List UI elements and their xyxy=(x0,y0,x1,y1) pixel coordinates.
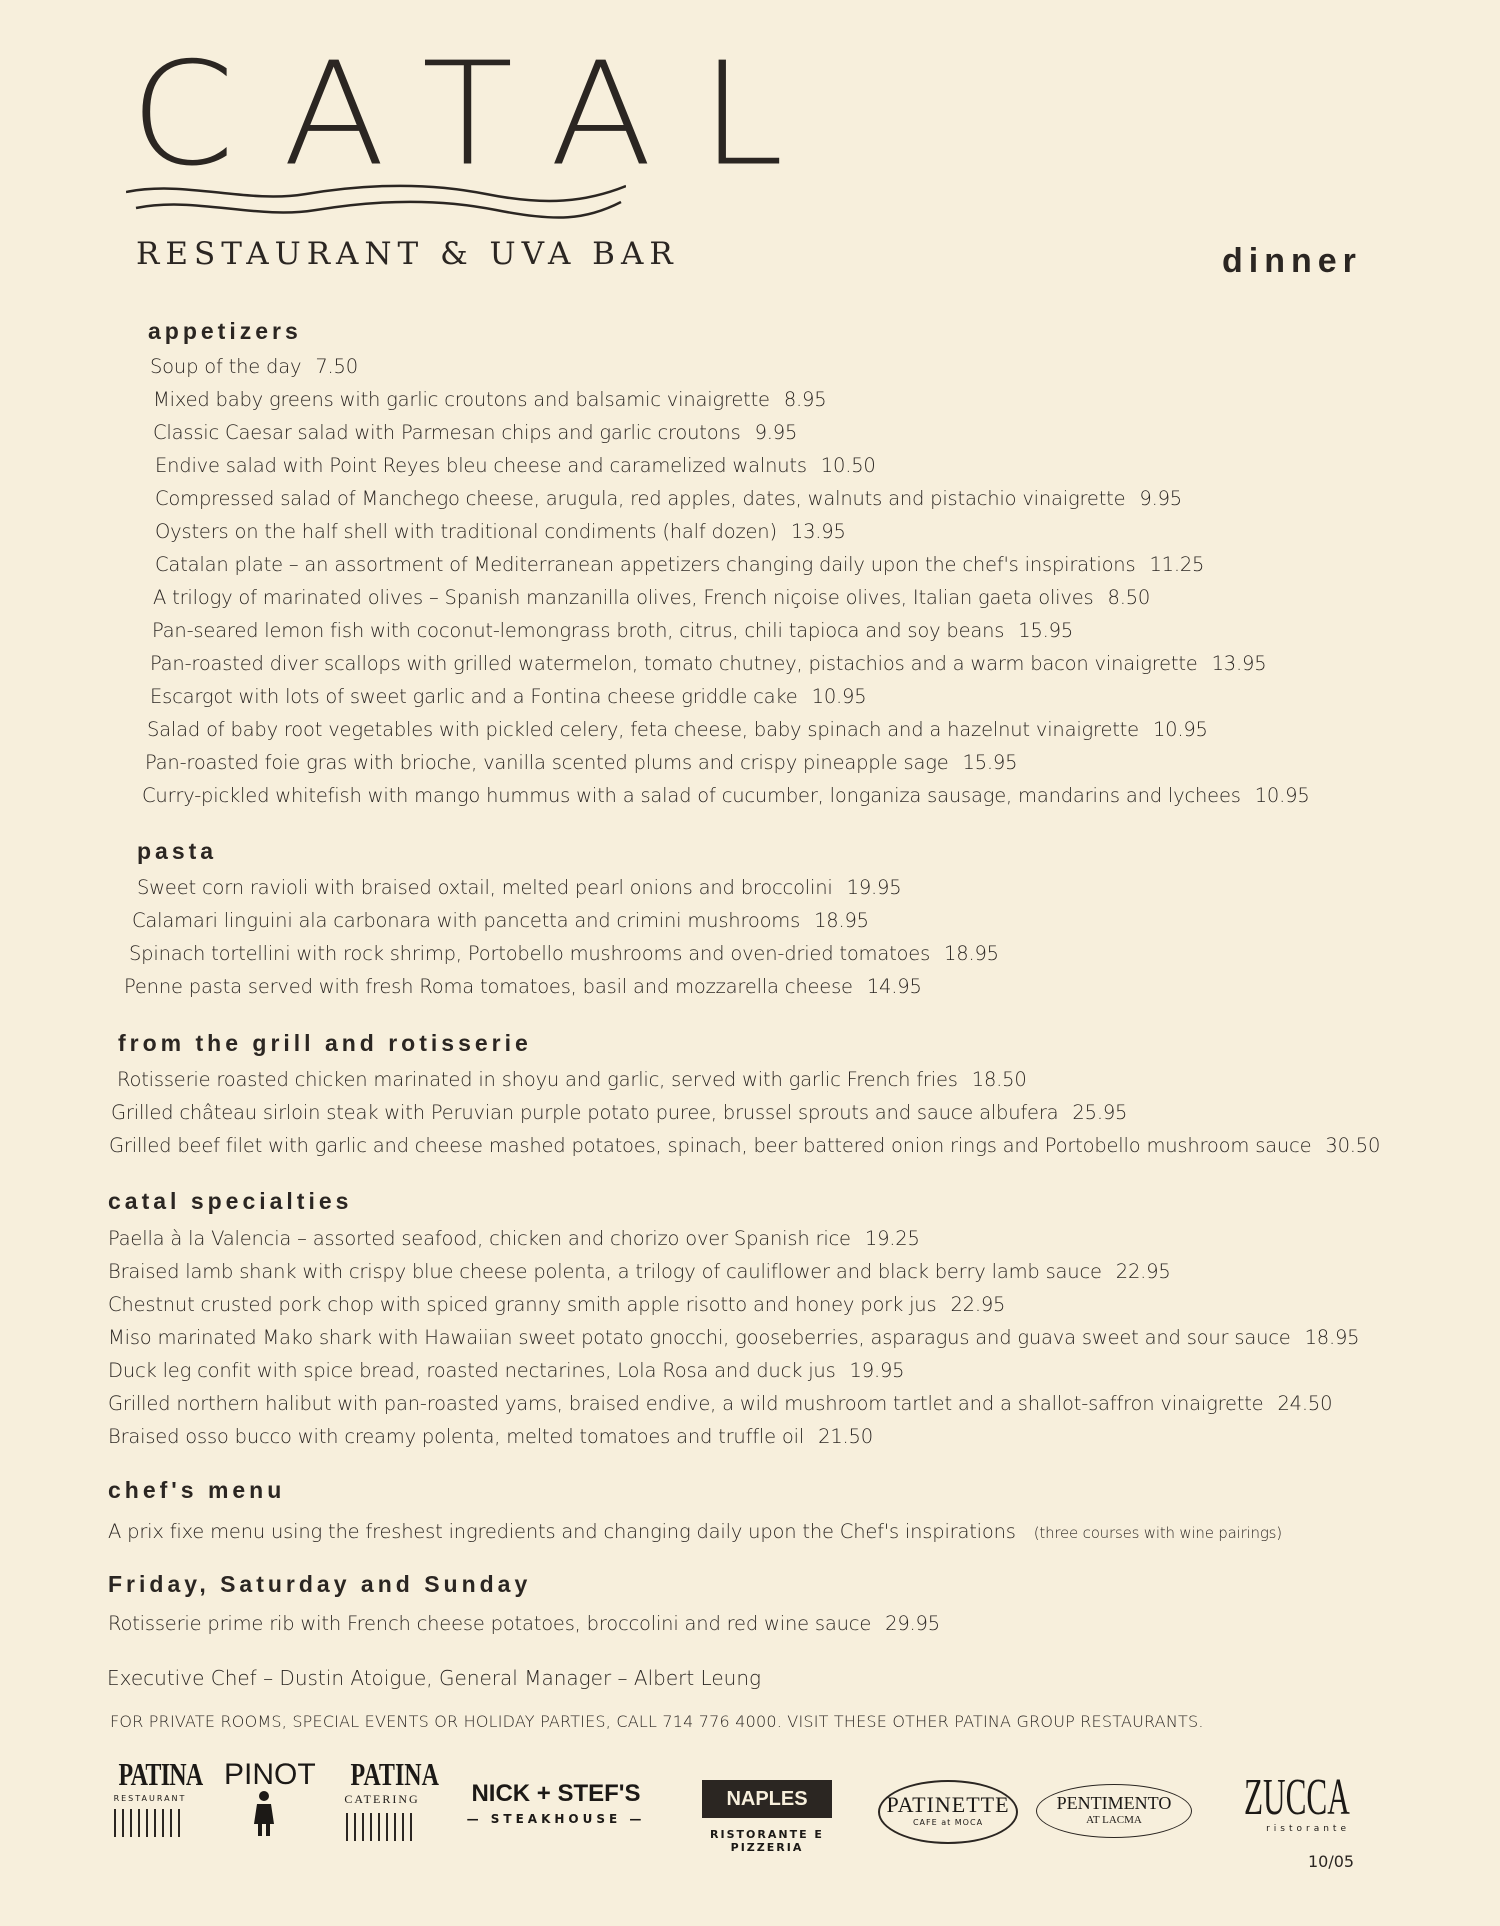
logo-wave-ornament xyxy=(126,182,626,230)
logo-subtitle: RESTAURANT & UVA BAR xyxy=(136,236,679,272)
menu-item: Sweet corn ravioli with braised oxtail, melted pearl onions and broccolini 19.95 xyxy=(137,876,902,899)
section-title-chefs-menu: chef's menu xyxy=(108,1477,286,1503)
logo-nick-and-stefs: NICK + STEF'S — STEAKHOUSE — xyxy=(466,1780,646,1826)
colonnade-icon xyxy=(114,1809,186,1837)
section-title-appetizers: appetizers xyxy=(148,318,302,344)
logo-pentimento: PENTIMENTO AT LACMA xyxy=(1036,1784,1192,1838)
logo-patina-catering: PATINA CATERING xyxy=(340,1758,424,1841)
menu-item: Duck leg confit with spice bread, roasted nectarines, Lola Rosa and duck jus 19.95 xyxy=(108,1359,905,1382)
menu-item: Pan-roasted diver scallops with grilled watermelon, tomato chutney, pistachios and a warm bacon vinaigrette 13.95 xyxy=(150,652,1267,675)
menu-item: Grilled northern halibut with pan-roasted yams, braised endive, a wild mushroom tartlet and a shallot-saffron vinaigrette 24.50 xyxy=(108,1392,1333,1415)
menu-item: A prix fixe menu using the freshest ingredients and changing daily upon the Chef's inspirations (three courses with wine pairings) xyxy=(108,1520,1282,1543)
menu-item: Classic Caesar salad with Parmesan chips and garlic croutons 9.95 xyxy=(153,421,798,444)
menu-item: A trilogy of marinated olives – Spanish manzanilla olives, French niçoise olives, Italian gaeta olives 8.50 xyxy=(153,586,1151,609)
section-title-pasta: pasta xyxy=(137,838,218,864)
menu-item: Oysters on the half shell with traditional condiments (half dozen) 13.95 xyxy=(155,520,846,543)
menu-item: Pan-roasted foie gras with brioche, vanilla scented plums and crispy pineapple sage 15.95 xyxy=(145,751,1018,774)
section-title-weekend: Friday, Saturday and Sunday xyxy=(108,1571,532,1597)
menu-item: Escargot with lots of sweet garlic and a Fontina cheese griddle cake 10.95 xyxy=(150,685,867,708)
private-events-notice: FOR PRIVATE ROOMS, SPECIAL EVENTS OR HOLIDAY PARTIES, CALL 714 776 4000. VISIT THESE OTHER PATINA GROUP RESTAURANTS. xyxy=(110,1712,1204,1731)
menu-item: Calamari linguini ala carbonara with pancetta and crimini mushrooms 18.95 xyxy=(132,909,869,932)
menu-item: Soup of the day 7.50 xyxy=(150,355,358,378)
section-title-specialties: catal specialties xyxy=(108,1188,353,1214)
menu-item: Chestnut crusted pork chop with spiced granny smith apple risotto and honey pork jus 22.95 xyxy=(108,1293,1006,1316)
menu-item: Rotisserie roasted chicken marinated in shoyu and garlic, served with garlic French fries 18.50 xyxy=(117,1068,1027,1091)
menu-item: Spinach tortellini with rock shrimp, Portobello mushrooms and oven-dried tomatoes 18.95 xyxy=(129,942,999,965)
logo-zucca: ZUCCA ristorante xyxy=(1244,1769,1350,1834)
menu-item: Mixed baby greens with garlic croutons and balsamic vinaigrette 8.95 xyxy=(153,388,827,411)
menu-item: Grilled château sirloin steak with Peruvian purple potato puree, brussel sprouts and sauce albufera 25.95 xyxy=(111,1101,1128,1124)
menu-item: Paella à la Valencia – assorted seafood, chicken and chorizo over Spanish rice 19.25 xyxy=(108,1227,920,1250)
menu-type-label: dinner xyxy=(1222,242,1362,280)
section-title-grill: from the grill and rotisserie xyxy=(118,1030,532,1056)
staff-credits: Executive Chef – Dustin Atoigue, General Manager – Albert Leung xyxy=(107,1666,761,1690)
menu-item: Rotisserie prime rib with French cheese potatoes, broccolini and red wine sauce 29.95 xyxy=(108,1612,940,1635)
date-code: 10/05 xyxy=(1308,1852,1355,1871)
menu-item: Miso marinated Mako shark with Hawaiian sweet potato gnocchi, gooseberries, asparagus and guava sweet and sour sauce 18.95 xyxy=(108,1326,1360,1349)
logo-pinot: PINOT xyxy=(224,1760,304,1842)
logo-patinette: PATINETTE CAFE at MOCA xyxy=(878,1780,1018,1844)
logo-patina-restaurant: PATINA RESTAURANT xyxy=(108,1758,192,1837)
figure-icon xyxy=(244,1790,284,1838)
menu-item: Braised osso bucco with creamy polenta, melted tomatoes and truffle oil 21.50 xyxy=(108,1425,873,1448)
menu-item: Penne pasta served with fresh Roma tomatoes, basil and mozzarella cheese 14.95 xyxy=(124,975,922,998)
menu-item: Catalan plate – an assortment of Mediterranean appetizers changing daily upon the chef's inspirations 11.25 xyxy=(155,553,1205,576)
menu-item: Grilled beef filet with garlic and cheese mashed potatoes, spinach, beer battered onion rings and Portobello mushroom sauce 30.50 xyxy=(109,1134,1381,1157)
menu-item: Pan-seared lemon fish with coconut-lemongrass broth, citrus, chili tapioca and soy beans 15.95 xyxy=(152,619,1074,642)
menu-item: Endive salad with Point Reyes bleu cheese and caramelized walnuts 10.50 xyxy=(155,454,876,477)
restaurant-logo: CATAL xyxy=(130,32,832,198)
logo-naples: NAPLES RISTORANTE E PIZZERIA xyxy=(676,1780,858,1854)
menu-item: Curry-pickled whitefish with mango hummus with a salad of cucumber, longaniza sausage, mandarins and lychees 10.95 xyxy=(142,784,1310,807)
menu-item: Compressed salad of Manchego cheese, arugula, red apples, dates, walnuts and pistachio vinaigrette 9.95 xyxy=(155,487,1183,510)
colonnade-icon xyxy=(346,1813,418,1841)
menu-item: Salad of baby root vegetables with pickled celery, feta cheese, baby spinach and a hazelnut vinaigrette 10.95 xyxy=(147,718,1208,741)
menu-item: Braised lamb shank with crispy blue cheese polenta, a trilogy of cauliflower and black berry lamb sauce 22.95 xyxy=(108,1260,1171,1283)
